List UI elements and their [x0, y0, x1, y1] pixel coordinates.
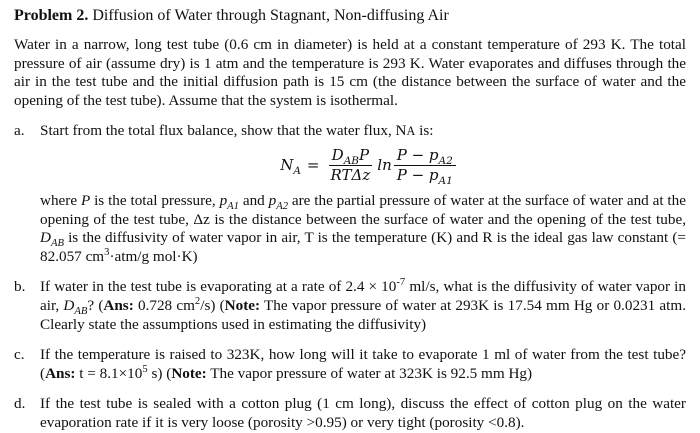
part-c: [14, 346, 686, 383]
equation-ln: ln: [377, 156, 392, 175]
part-d-text: If the test tube is sealed with a cotton plug (1 cm long), discuss the effect of cotton plug on the water evaporation rate if it is very loose (porosity >0.95) or very tight (porosity <0.8).: [40, 395, 686, 431]
part-d-label: d.: [14, 395, 26, 413]
part-a: [14, 122, 686, 141]
equation-lhs: $N_A$: [280, 156, 301, 178]
part-b-label: b.: [14, 278, 26, 296]
problem-document: [14, 6, 686, 433]
equation-explanation: where P is the total pressure, $p_{A1}$ and $p_{A2}$ are the partial pressure of water at the surface of water and at the opening of the test tube, Δz is the distance between the surface of water and the opening of the test tube, $D_{AB}$ is the diffusivity of water vapor in air, T is the temperature (K) and R is the ideal gas law constant (= 82.057 $cm^3\cdot atm/g$ mol·K): [40, 191, 686, 265]
equation-fraction-1: $\frac{D_{AB}P}{\text{RTΔz}}$: [330, 145, 371, 184]
problem-intro: Water in a narrow, long test tube (0.6 cm in diameter) is held at a constant temperature of 293 K. The total pressure of air (assume dry) is 1 atm and the temperature is 293 K. Water evaporates and diffuses through the air in the test tube and the initial diffusion path is 15 cm (the distance between the surface of water and the opening of the test tube). Assume that the system is isothermal.: [14, 36, 686, 109]
problem-title: Problem 2. Diffusion of Water through Stagnant, Non-diffusing Air: [14, 7, 449, 24]
part-a-text: Start from the total flux balance, show that the water flux, NA is:: [40, 122, 434, 140]
problem-title-text: Diffusion of Water through Stagnant, Non-diffusing Air: [92, 7, 449, 24]
problem-label: Problem 2: [14, 7, 85, 24]
flux-equation: [52, 145, 686, 187]
part-c-text: If the temperature is raised to 323K, how long will it take to evaporate 1 ml of water from the test tube? (Ans: $t = 8.1\times 10^5$ s) (Note: The vapor pressure of water at 323K is 92.5 mm Hg): [40, 346, 686, 382]
part-c-label: c.: [14, 346, 25, 364]
part-b-text: If water in the test tube is evaporating at a rate of $2.4 \times 10^{-7}$ ml/s, what is the diffusivity of water vapor in air, $D_{AB}$? (Ans: 0.728 $cm^2/s$) (Note: The vapor pressure of water at 293K is 17.54 mm Hg or 0.0231 atm. Clearly state the assumptions used in estimating the diffusivity): [40, 277, 686, 333]
part-b: [14, 278, 686, 334]
equation-fraction-2: $\frac{P - p_{A2}}{P - p_{A1}}$: [394, 147, 456, 184]
part-a-label: a.: [14, 122, 25, 140]
equation-equals: =: [306, 156, 320, 175]
part-d: [14, 395, 686, 432]
